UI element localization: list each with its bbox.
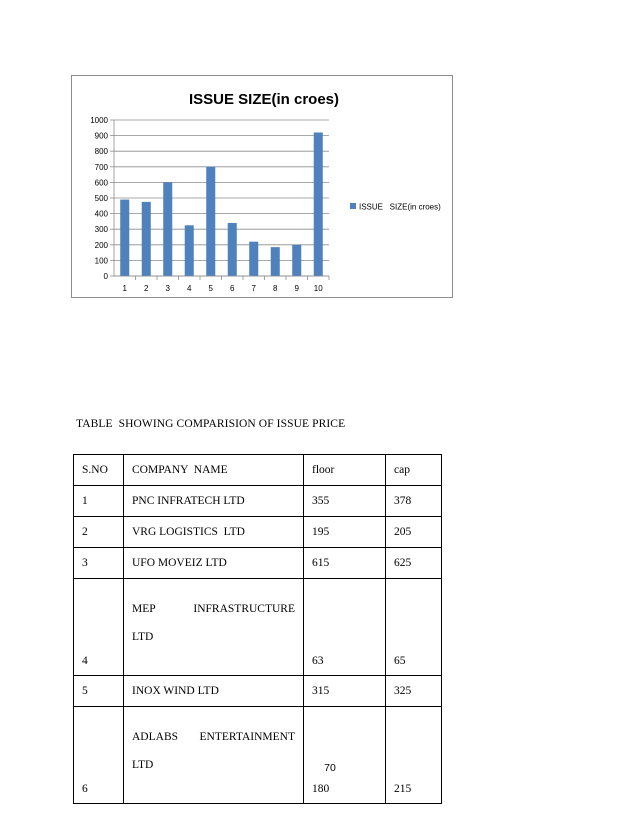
x-tick-label: 5 <box>208 284 213 293</box>
y-tick-label: 300 <box>94 225 108 235</box>
cell-sno: 3 <box>74 548 124 579</box>
cell-company <box>124 579 304 676</box>
x-tick-label: 2 <box>144 284 149 293</box>
cell-cap: 325 <box>386 676 442 707</box>
cell-floor: 355 <box>304 486 386 517</box>
cell-company: PNC INFRATECH LTD <box>124 486 304 517</box>
x-tick-label: 6 <box>230 284 235 293</box>
y-tick-label: 700 <box>94 162 108 172</box>
table-header-row <box>74 455 442 486</box>
header-sno: S.NO <box>74 455 124 486</box>
y-tick-label: 900 <box>94 131 108 141</box>
cell-company: VRG LOGISTICS LTD <box>124 517 304 548</box>
x-tick-label: 8 <box>273 284 278 293</box>
cell-cap: 65 <box>386 579 442 676</box>
legend-swatch <box>350 203 356 209</box>
bar <box>163 182 172 276</box>
x-tick-label: 4 <box>187 284 192 293</box>
company-word: ENTERTAINMENT <box>199 731 295 743</box>
cell-sno: 6 <box>74 707 124 804</box>
table-caption: TABLE SHOWING COMPARISION OF ISSUE PRICE <box>76 418 346 430</box>
cell-cap: 205 <box>386 517 442 548</box>
cell-company: UFO MOVEIZ LTD <box>124 548 304 579</box>
table-row <box>74 579 442 676</box>
chart-canvas <box>72 76 454 299</box>
company-word: ADLABS <box>132 731 179 743</box>
company-line-2: LTD <box>132 631 154 643</box>
cell-floor: 315 <box>304 676 386 707</box>
table-row <box>74 548 442 579</box>
y-axis-ticks <box>90 116 114 281</box>
legend-label: ISSUE SIZE(in croes) <box>359 202 441 212</box>
x-tick-label: 10 <box>313 284 323 293</box>
x-tick-label: 1 <box>122 284 127 293</box>
bar <box>206 167 215 276</box>
legend <box>350 203 441 212</box>
cell-floor: 63 <box>304 579 386 676</box>
y-tick-label: 200 <box>94 240 108 250</box>
cell-cap: 378 <box>386 486 442 517</box>
bar <box>249 242 258 276</box>
y-tick-label: 0 <box>103 272 108 281</box>
y-tick-label: 100 <box>94 256 108 266</box>
issue-price-table <box>73 454 442 804</box>
x-axis-ticks <box>114 276 329 293</box>
cell-floor: 180 <box>304 707 386 804</box>
x-tick-label: 9 <box>294 284 299 293</box>
cell-company <box>124 707 304 804</box>
table-row <box>74 517 442 548</box>
bar <box>185 225 194 276</box>
y-tick-label: 400 <box>94 209 108 219</box>
cell-sno: 1 <box>74 486 124 517</box>
cell-sno: 2 <box>74 517 124 548</box>
chart-title: ISSUE SIZE(in croes) <box>188 91 340 108</box>
bar-chart <box>71 75 453 298</box>
table-row <box>74 486 442 517</box>
cell-floor: 195 <box>304 517 386 548</box>
table-row <box>74 707 442 804</box>
cell-cap: 625 <box>386 548 442 579</box>
x-tick-label: 3 <box>165 284 170 293</box>
y-tick-label: 600 <box>94 178 108 188</box>
cell-floor: 615 <box>304 548 386 579</box>
bar <box>228 223 237 276</box>
y-tick-label: 1000 <box>90 116 108 125</box>
y-tick-label: 500 <box>94 194 108 203</box>
header-cap: cap <box>386 455 442 486</box>
cell-sno: 4 <box>74 579 124 676</box>
header-floor: floor <box>304 455 386 486</box>
y-tick-label: 800 <box>94 147 108 157</box>
cell-sno: 5 <box>74 676 124 707</box>
company-line-2: LTD <box>132 759 154 771</box>
cell-company: INOX WIND LTD <box>124 676 304 707</box>
company-word: INFRASTRUCTURE <box>193 603 295 615</box>
company-word: MEP <box>132 603 156 615</box>
bar <box>314 132 323 276</box>
bar <box>271 247 280 276</box>
table-row <box>74 676 442 707</box>
page-number: 70 <box>324 762 336 774</box>
cell-cap: 215 <box>386 707 442 804</box>
bar <box>142 202 151 276</box>
bar <box>292 245 301 276</box>
x-tick-label: 7 <box>251 284 256 293</box>
bar <box>120 200 129 276</box>
header-company-name: COMPANY NAME <box>124 455 304 486</box>
bars <box>120 132 323 276</box>
